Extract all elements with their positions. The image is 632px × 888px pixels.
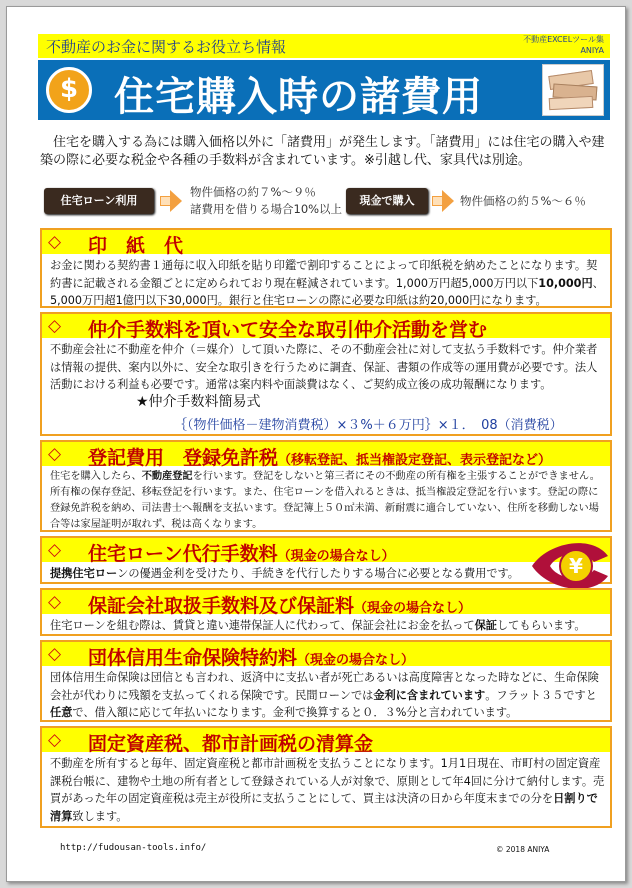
section-body: 住宅ローンを組む際は、賃貸と違い連帯保証人に代わって、保証会社にお金を払って保証してもらいます。 <box>50 619 586 632</box>
diamond-icon: ◇ <box>48 730 62 750</box>
subtitle-bar <box>38 34 610 58</box>
section-body: 住宅を購入したら、不動産登記を行います。登記をしないと第三者にその不動産の所有権を主張することができません。所有権の保存登記、移転登記を行います。また、住宅ローンを借入れるときは、抵当権設定登記を行います。登記の際に登録免許税を納め、司法書士へ報酬を支払います。登記簿上５０㎡未満、新耐震に適合していない、住所を移動しない場合等は家屋証明が取れず、税は高くなります。 <box>50 471 600 530</box>
section-body: 提携住宅ローンの優遇金利を受けたり、手続きを代行したりする場合に必要となる費用です。 <box>50 567 519 580</box>
section-title: 団体信用生命保険特約料（現金の場合なし） <box>88 647 415 669</box>
cash-tag: 現金で購入 <box>346 188 428 214</box>
brand <box>523 34 604 56</box>
subtitle: 不動産のお金に関するお役立ち情報 <box>46 38 287 56</box>
section-guarantee-fee <box>40 588 612 636</box>
section-body: 団体信用生命保険は団信とも言われ、返済中に支払い者が死亡あるいは高度障害となった時などに、生命保険会社が代わりに残額を支払ってくれる保険です。民間ローンでは金利に含まれています。フラット３５ですと任意で、借入額に応じて年払いになります。金利で換算すると０．３%分と言われています。 <box>50 671 599 719</box>
section-loan-agency-fee <box>40 536 612 584</box>
section-body: 不動産を所有すると毎年、固定資産税と都市計画税を支払うことになります。1月1日現在、市町村の固定資産課税台帳に、建物や土地の所有者として登録されている人が対象で、原則として年4回に分けて納付します。売買があった年の固定資産税は売主が役所に支払うことにして、買主は決済の日から年度末までの分を日割りで清算致します。 <box>50 757 605 823</box>
formula-title: ★仲介手数料簡易式 <box>136 394 261 410</box>
section-title: 仲介手数料を頂いて安全な取引仲介活動を営む <box>88 319 488 341</box>
section-body: 不動産会社に不動産を仲介（＝媒介）して頂いた際に、その不動産会社に対して支払う手数料です。仲介業者は情報の提供、案内以外に、安全な取引きを行うために調査、保証、書類の作成等の運用費が必要です。法人活動における利益も必要です。通常は案内料や面談費はなく、ご契約成立後の成功報酬になります。 <box>50 343 598 391</box>
section-property-tax-settlement <box>40 726 612 828</box>
loan-tag: 住宅ローン利用 <box>44 188 154 214</box>
diamond-icon: ◇ <box>48 592 62 612</box>
coin-icon: $ <box>46 67 92 113</box>
svg-text:¥: ¥ <box>569 554 583 578</box>
brand-line2: ANIYA <box>580 46 604 55</box>
loan-rate-line1: 物件価格の約７%～９％ <box>190 185 316 199</box>
diamond-icon: ◇ <box>48 316 62 336</box>
arrow-right-icon <box>432 190 454 212</box>
section-body: お金に関わる契約書１通毎に収入印紙を貼り印鑑で割印することによって印紙税を納めたことになります。契約書に記載される金額ごとに定められており現在軽減されています。1,000万円超5,000万円以下10,000円、5,000万円超1億円以下30,000円。銀行と住宅ローンの際に必要な印紙は約20,000円になります。 <box>50 259 604 307</box>
section-title: 住宅ローン代行手数料（現金の場合なし） <box>88 543 395 565</box>
section-stamp-tax <box>40 228 612 308</box>
footer-url: http://fudousan-tools.info/ <box>60 843 207 853</box>
diamond-icon: ◇ <box>48 444 62 464</box>
cash-rate: 物件価格の約５%～６％ <box>460 194 586 208</box>
formula: ｛（物件価格－建物消費税）×３%＋６万円｝×１． 08（消費税） <box>174 418 563 433</box>
yen-coin-icon <box>528 536 612 596</box>
section-title: 登記費用 登録免許税（移転登記、抵当権設定登記、表示登記など） <box>88 447 552 469</box>
arrow-right-icon <box>160 190 182 212</box>
title-bar <box>38 60 610 120</box>
diamond-icon: ◇ <box>48 232 62 252</box>
money-stack-image <box>542 64 604 116</box>
diamond-icon: ◇ <box>48 540 62 560</box>
page-title: 住宅購入時の諸費用 <box>114 74 483 120</box>
section-title: 印 紙 代 <box>88 235 184 257</box>
loan-rate-line2: 諸費用を借りる場合10%以上 <box>190 202 343 216</box>
intro-text: 住宅を購入する為には購入価格以外に「諸費用」が発生します。「諸費用」には住宅の購入や建築の際に必要な税金や各種の手数料が含まれています。※引越し代、家具代は別途。 <box>40 135 605 168</box>
diamond-icon: ◇ <box>48 644 62 664</box>
section-registration-tax <box>40 440 612 532</box>
brand-line1: 不動産EXCELツール集 <box>523 35 604 44</box>
footer-copyright: © 2018 ANIYA <box>496 845 550 854</box>
section-title: 保証会社取扱手数料及び保証料（現金の場合なし） <box>88 595 472 617</box>
section-group-life-insurance <box>40 640 612 722</box>
section-title: 固定資産税、都市計画税の清算金 <box>88 733 374 755</box>
